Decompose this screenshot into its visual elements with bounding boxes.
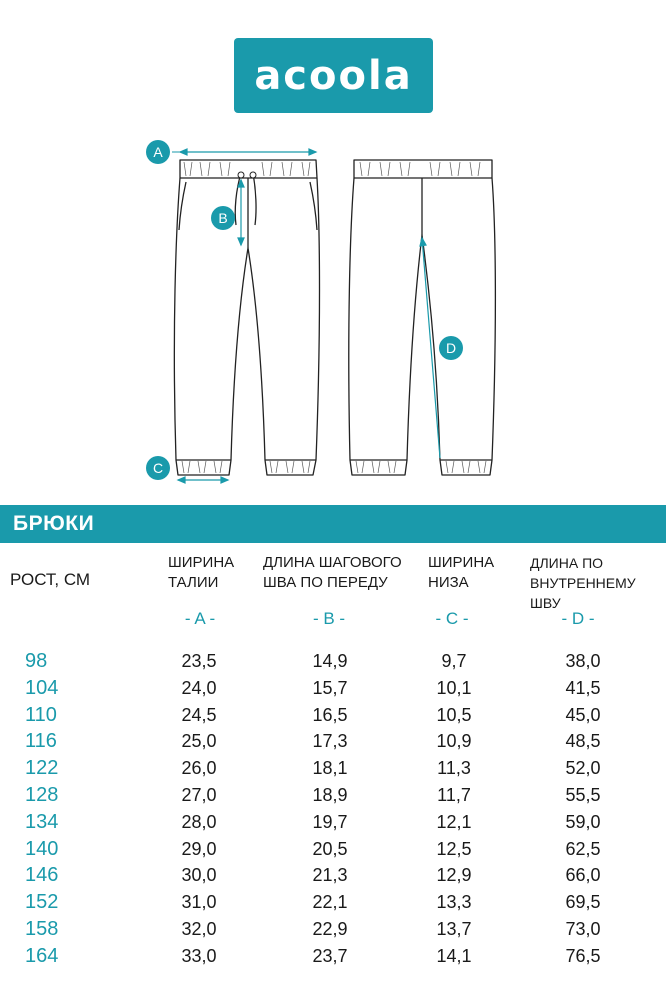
cell-inseam-front: 16,5 [312, 704, 348, 725]
cell-inner-seam: 48,5 [565, 731, 601, 752]
brand-logo [234, 38, 433, 113]
cell-inseam-front: 20,5 [312, 838, 348, 859]
cell-inner-seam: 52,0 [565, 758, 601, 779]
cell-inseam-front: 23,7 [312, 945, 348, 966]
cell-waist: 28,0 [181, 811, 217, 832]
brand-logo-text: acoola [254, 52, 413, 99]
cell-hem: 11,7 [437, 784, 471, 805]
table-row [0, 648, 666, 675]
table-row [0, 702, 666, 729]
cell-inseam-front: 18,9 [312, 784, 348, 805]
table-row [0, 809, 666, 836]
cell-inseam-front: 18,1 [312, 758, 348, 779]
cell-hem: 10,1 [436, 677, 472, 698]
cell-waist: 24,0 [181, 677, 217, 698]
cell-inseam-front: 14,9 [312, 651, 348, 671]
front-outline [174, 178, 319, 475]
cell-height: 164 [25, 944, 59, 967]
cell-inseam-front: 15,7 [312, 677, 348, 698]
table-row [0, 862, 666, 889]
cell-waist: 23,5 [181, 651, 217, 671]
table-row [0, 782, 666, 809]
cell-height: 110 [25, 703, 57, 726]
cell-waist: 26,0 [181, 758, 217, 779]
drawstring-right [253, 173, 256, 225]
letter-a: - A - [184, 609, 216, 628]
cell-inner-seam: 73,0 [565, 918, 601, 939]
marker-a-label: A [153, 144, 163, 160]
cell-hem: 10,5 [436, 704, 472, 725]
cell-hem: 13,3 [436, 892, 472, 913]
letter-c: - C - [435, 609, 469, 628]
marker-b [211, 206, 235, 230]
table-row [0, 675, 666, 702]
cell-waist: 31,0 [181, 892, 217, 913]
cell-hem: 12,5 [436, 838, 472, 859]
table-row [0, 889, 666, 916]
cell-inseam-front: 22,1 [312, 892, 348, 913]
cell-height: 146 [25, 864, 59, 887]
cell-height: 128 [25, 783, 59, 806]
cell-height: 104 [25, 676, 59, 699]
cell-inner-seam: 76,5 [565, 945, 601, 966]
cell-inner-seam: 62,5 [565, 838, 601, 859]
cell-waist: 29,0 [181, 838, 217, 859]
cell-inseam-front: 21,3 [312, 865, 348, 886]
marker-b-label: B [218, 210, 228, 226]
cell-inner-seam: 69,5 [565, 892, 601, 913]
cell-height: 158 [25, 917, 59, 940]
letter-d: - D - [561, 609, 595, 628]
table-row [0, 728, 666, 755]
front-pocket-right [310, 182, 317, 230]
cell-hem: 11,3 [437, 758, 471, 779]
table-row [0, 836, 666, 863]
cell-waist: 25,0 [181, 731, 217, 752]
table-row [0, 943, 666, 970]
cell-hem: 13,7 [436, 918, 472, 939]
marker-c [146, 456, 170, 480]
cell-height: 98 [25, 650, 48, 672]
marker-d [439, 336, 463, 360]
cell-height: 122 [25, 757, 59, 780]
cell-hem: 9,7 [441, 651, 467, 671]
cell-inner-seam: 45,0 [565, 704, 601, 725]
marker-c-label: C [152, 460, 164, 476]
cell-hem: 14,1 [436, 945, 472, 966]
cell-hem: 12,9 [436, 865, 472, 886]
cell-hem: 10,9 [436, 731, 472, 752]
cell-waist: 24,5 [181, 704, 217, 725]
front-waistband [180, 160, 317, 178]
trousers-drawing [0, 130, 666, 500]
header-waist: ШИРИНА ТАЛИИ [168, 554, 235, 591]
cell-inner-seam: 41,5 [565, 677, 601, 698]
cell-inseam-front: 19,7 [312, 811, 348, 832]
cell-height: 116 [25, 730, 57, 753]
cell-inseam-front: 22,9 [312, 918, 348, 939]
table-row [0, 755, 666, 782]
header-inner-seam: ДЛИНА ПО ВНУТРЕННЕМУ ШВУ [530, 555, 636, 611]
letter-b: - B - [312, 609, 346, 628]
cell-inner-seam: 66,0 [565, 865, 601, 886]
cell-inner-seam: 55,5 [565, 784, 601, 805]
header-inseam-front: ДЛИНА ШАГОВОГО ШВА ПО ПЕРЕДУ [263, 554, 402, 591]
section-title: БРЮКИ [13, 512, 95, 535]
cell-hem: 12,1 [436, 811, 472, 832]
front-pocket-left [179, 182, 186, 230]
cell-waist: 27,0 [181, 784, 217, 805]
cell-height: 140 [25, 837, 59, 860]
size-table [0, 648, 666, 970]
cell-inner-seam: 59,0 [565, 811, 601, 832]
cell-height: 152 [25, 891, 59, 914]
table-row [0, 916, 666, 943]
header-hem: ШИРИНА НИЗА [428, 554, 495, 591]
marker-d-label: D [445, 340, 457, 356]
header-height: РОСТ, СМ [10, 570, 91, 589]
cell-inseam-front: 17,3 [312, 731, 348, 752]
section-banner [0, 505, 666, 543]
cell-height: 134 [25, 810, 59, 833]
cell-waist: 32,0 [181, 918, 217, 939]
cell-waist: 33,0 [181, 945, 217, 966]
cell-inner-seam: 38,0 [565, 651, 601, 671]
cell-waist: 30,0 [181, 865, 217, 886]
marker-a [146, 140, 180, 164]
